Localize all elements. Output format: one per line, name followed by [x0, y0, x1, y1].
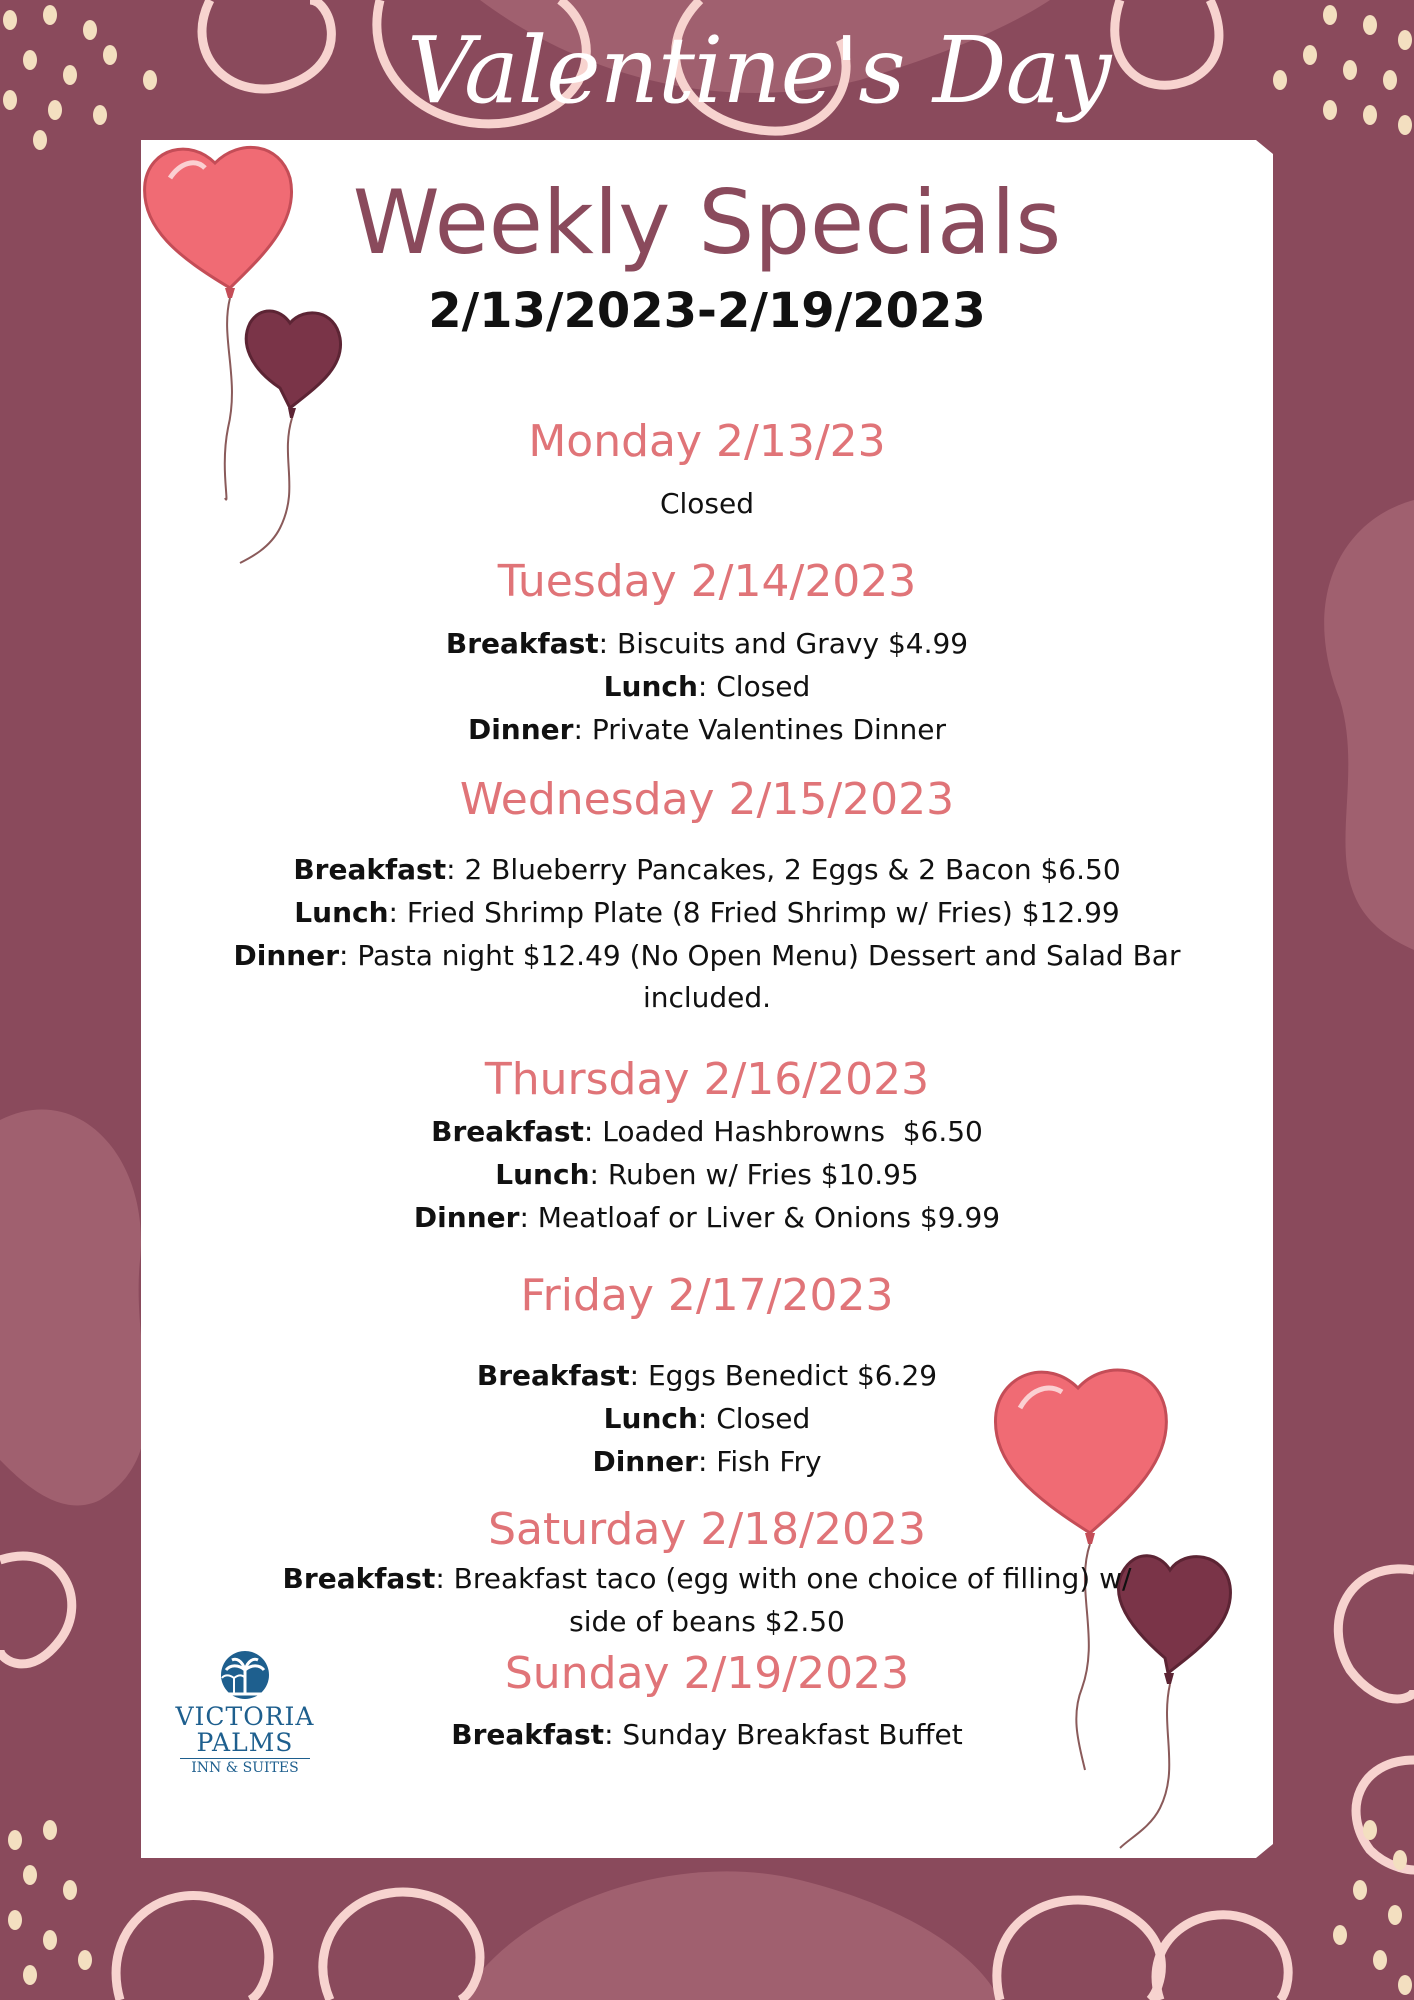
- day-heading-friday: Friday 2/17/2023: [520, 1270, 894, 1321]
- meal-label: Lunch: [603, 670, 698, 703]
- meal-label: Dinner: [413, 1201, 520, 1234]
- menu-line: Breakfast: Loaded Hashbrowns $6.50: [431, 1115, 983, 1148]
- menu-line: Breakfast: 2 Blueberry Pancakes, 2 Eggs & 2 Bacon $6.50: [293, 853, 1121, 886]
- day-heading-wednesday: Wednesday 2/15/2023: [459, 774, 955, 825]
- meal-label: Dinner: [592, 1445, 698, 1478]
- dots-decoration: [1273, 5, 1412, 135]
- menu-line: Lunch: Fried Shrimp Plate (8 Fried Shrimp w/ Fries) $12.99: [294, 896, 1120, 929]
- menu-item-text: Fried Shrimp Plate (8 Fried Shrimp w/ Fries) $12.99: [397, 896, 1120, 929]
- meal-label: Lunch: [603, 1402, 698, 1435]
- menu-item-text: Biscuits and Gravy $4.99: [608, 627, 969, 660]
- background-blob: [460, 1871, 1000, 2000]
- menu-line: Dinner: Private Valentines Dinner: [467, 713, 947, 746]
- meal-label: Dinner: [233, 939, 340, 972]
- day-heading-thursday: Thursday 2/16/2023: [484, 1054, 930, 1105]
- menu-line: Breakfast: Breakfast taco (egg with one choice of filling) w/: [282, 1562, 1132, 1595]
- menu-item-text: Eggs Benedict $6.29: [639, 1359, 938, 1392]
- meal-label: Breakfast: [476, 1359, 630, 1392]
- meal-label: Dinner: [467, 713, 574, 746]
- day-heading-sunday: Sunday 2/19/2023: [504, 1648, 910, 1699]
- menu-item-text: Closed: [659, 487, 755, 520]
- menu-line: Breakfast: Eggs Benedict $6.29: [476, 1359, 938, 1392]
- menu-line: Breakfast: Sunday Breakfast Buffet: [451, 1718, 963, 1751]
- menu-item-text: Closed: [707, 670, 811, 703]
- palm-tree-icon: [212, 1650, 278, 1700]
- meal-label: Breakfast: [431, 1115, 584, 1148]
- menu-line: [190, 976, 1224, 1019]
- victoria-palms-logo: [170, 1650, 320, 1780]
- menu-item-text: Breakfast taco (egg with one choice of filling) w/: [444, 1562, 1132, 1595]
- meal-label: Lunch: [294, 896, 389, 929]
- meal-label: Lunch: [495, 1158, 590, 1191]
- valentines-day-title: Valentine's Day: [407, 17, 1111, 124]
- menu-item-text: Ruben w/ Fries $10.95: [598, 1158, 919, 1191]
- menu-item-text: 2 Blueberry Pancakes, 2 Eggs & 2 Bacon $6.50: [455, 853, 1121, 886]
- menu-line: [190, 482, 1224, 525]
- meal-label: Breakfast: [282, 1562, 436, 1595]
- day-heading-tuesday: Tuesday 2/14/2023: [497, 556, 917, 607]
- logo-line: VICTORIA: [175, 1702, 315, 1731]
- menu-item-text: Pasta night $12.49 (No Open Menu) Dessert and Salad Bar: [348, 939, 1181, 972]
- menu-item-text: side of beans $2.50: [569, 1605, 845, 1638]
- background-blob: [0, 1109, 146, 1505]
- menu-item-text: included.: [642, 981, 772, 1014]
- dots-decoration: [8, 1820, 92, 1985]
- meal-label: Breakfast: [293, 853, 447, 886]
- date-range: 2/13/2023-2/19/2023: [428, 283, 986, 339]
- background-blob: [1324, 500, 1414, 950]
- day-heading-monday: Monday 2/13/23: [528, 416, 886, 467]
- menu-line: Dinner: Meatloaf or Liver & Onions $9.99: [413, 1201, 1001, 1234]
- menu-line: Dinner: Fish Fry: [592, 1445, 822, 1478]
- menu-item-text: Fish Fry: [707, 1445, 822, 1478]
- logo-line: PALMS: [196, 1728, 294, 1757]
- menu-line: [190, 1600, 1224, 1643]
- dots-decoration: [3, 5, 157, 150]
- meal-label: Breakfast: [445, 627, 599, 660]
- logo-tagline: INN & SUITES: [180, 1758, 310, 1777]
- menu-item-text: Sunday Breakfast Buffet: [613, 1718, 963, 1751]
- menu-line: Dinner: Pasta night $12.49 (No Open Menu) Dessert and Salad Bar: [233, 939, 1181, 972]
- menu-line: Breakfast: Biscuits and Gravy $4.99: [445, 627, 969, 660]
- menu-item-text: Closed: [707, 1402, 811, 1435]
- day-heading-saturday: Saturday 2/18/2023: [488, 1504, 926, 1555]
- meal-label: Breakfast: [451, 1718, 605, 1751]
- menu-item-text: Loaded Hashbrowns $6.50: [593, 1115, 983, 1148]
- menu-line: Lunch: Closed: [603, 670, 811, 703]
- menu-item-text: Private Valentines Dinner: [582, 713, 947, 746]
- menu-line: Lunch: Ruben w/ Fries $10.95: [495, 1158, 919, 1191]
- menu-line: Lunch: Closed: [603, 1402, 811, 1435]
- menu-item-text: Meatloaf or Liver & Onions $9.99: [528, 1201, 1001, 1234]
- page-title: Weekly Specials: [352, 171, 1062, 274]
